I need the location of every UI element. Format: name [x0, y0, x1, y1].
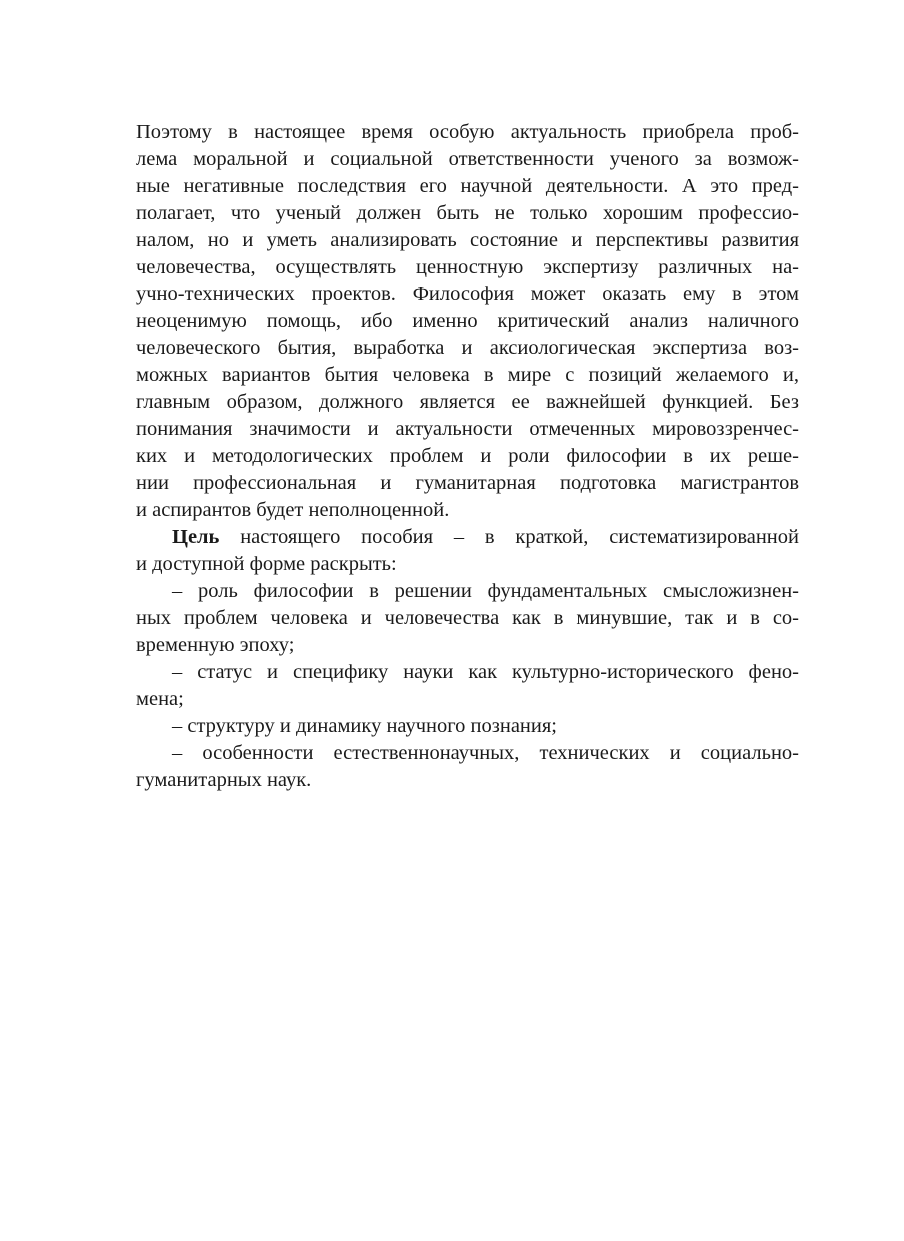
list-item-science-status	[136, 659, 799, 713]
list-item-sciences-features	[136, 740, 799, 794]
text-line	[136, 524, 799, 551]
text-line: нии профессиональная и гуманитарная подготовка магистрантов	[136, 472, 799, 494]
goal-keyword: Цель	[172, 526, 220, 548]
text-line: и доступной форме раскрыть:	[136, 553, 397, 575]
text-line: – роль философии в решении фундаментальных смысложизнен-	[172, 580, 799, 602]
text-line: – особенности естественнонаучных, технических и социально-	[172, 742, 799, 764]
list-item-philosophy-role	[136, 578, 799, 659]
text-line: ких и методологических проблем и роли философии в их реше-	[136, 445, 799, 467]
text-line: мена;	[136, 688, 184, 710]
text-line: ных проблем человека и человечества как в минувшие, так и в со-	[136, 607, 799, 629]
text-line: полагает, что ученый должен быть не только хорошим профессио-	[136, 202, 799, 224]
text-line: человеческого бытия, выработка и аксиологическая экспертиза воз-	[136, 337, 799, 359]
text-line: ные негативные последствия его научной деятельности. А это пред-	[136, 175, 799, 197]
paragraph-goal	[136, 524, 799, 578]
paragraph-intro	[136, 119, 799, 524]
text-line: неоценимую помощь, ибо именно критический анализ наличного	[136, 310, 799, 332]
text-line: лема моральной и социальной ответственности ученого за возмож-	[136, 148, 799, 170]
text-line: временную эпоху;	[136, 634, 295, 656]
text-line: – структуру и динамику научного познания;	[172, 715, 557, 737]
text-line: можных вариантов бытия человека в мире с позиций желаемого и,	[136, 364, 799, 386]
text-line: учно-технических проектов. Философия может оказать ему в этом	[136, 283, 799, 305]
text-line: человечества, осуществлять ценностную экспертизу различных на-	[136, 256, 799, 278]
text-line: главным образом, должного является ее важнейшей функцией. Без	[136, 391, 799, 413]
text-line: понимания значимости и актуальности отмеченных мировоззренчес-	[136, 418, 799, 440]
goal-line-rest: настоящего пособия – в краткой, систематизированной	[219, 526, 799, 548]
text-line: налом, но и уметь анализировать состояние и перспективы развития	[136, 229, 799, 251]
text-line: Поэтому в настоящее время особую актуальность приобрела проб-	[136, 121, 799, 143]
text-line: гуманитарных наук.	[136, 769, 312, 791]
text-line: – статус и специфику науки как культурно-исторического фено-	[172, 661, 799, 683]
text-line: и аспирантов будет неполноценной.	[136, 499, 450, 521]
body-text	[136, 119, 799, 794]
list-item-knowledge-structure	[136, 713, 799, 740]
